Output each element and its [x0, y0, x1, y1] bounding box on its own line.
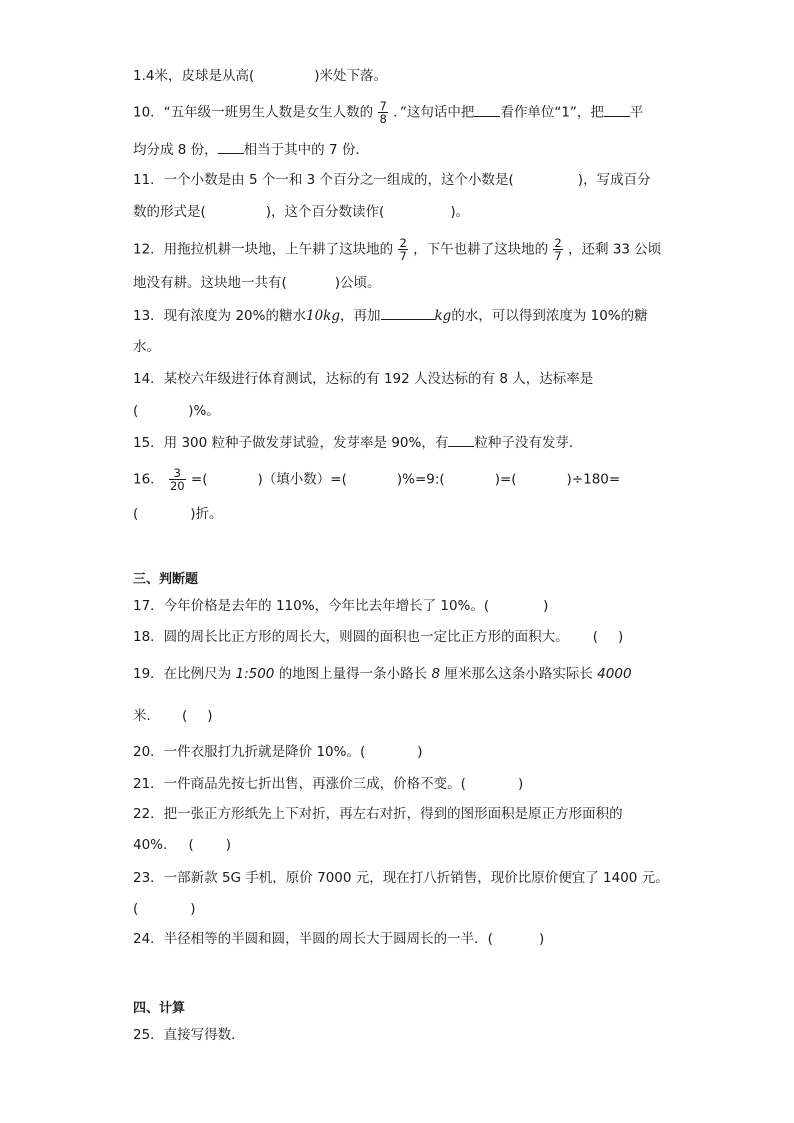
section-heading-judgement: 三、判断题: [133, 572, 199, 587]
fraction-2-7: $\frac{2}{7}$: [554, 236, 562, 263]
question-16: 16． $\frac{3}{20}$ =( )（填小数）=( )%=9:( )=( )÷180=: [133, 466, 621, 493]
question-19: 19．在比例尺为 1:500 的地图上量得一条小路长 8 厘米那么这条小路实际长 4000: [133, 666, 632, 682]
question-21: 21．一件商品先按七折出售，再涨价三成，价格不变。( ): [133, 776, 524, 792]
blank: [474, 103, 500, 117]
question-22: 22．把一张正方形纸先上下对折，再左右对折，得到的图形面积是原正方形面积的: [133, 806, 623, 822]
section-heading-calculation: 四、计算: [133, 1001, 186, 1016]
question-11: 11．一个小数是由 5 个一和 3 个百分之一组成的，这个小数是( )，写成百分: [133, 172, 651, 188]
question-23: 23．一部新款 5G 手机，原价 7000 元，现在打八折销售，现价比原价便宜了 1400 元。: [133, 870, 669, 886]
blank: [448, 433, 474, 447]
fraction-2-7: $\frac{2}{7}$: [399, 236, 407, 263]
question-13: 13．现有浓度为 20%的糖水10kg，再加 kg的水，可以得到浓度为 10%的糖: [133, 308, 648, 324]
blank: [604, 103, 630, 117]
question-22-line-2: 40%． ( ): [133, 837, 232, 853]
question-16-line-2: ( )折。: [133, 506, 223, 522]
question-17: 17．今年价格是去年的 110%，今年比去年增长了 10%。( ): [133, 598, 549, 614]
question-13-line-2: 水。: [133, 339, 160, 355]
question-14: 14．某校六年级进行体育测试，达标的有 192 人没达标的有 8 人，达标率是: [133, 371, 594, 387]
blank: [218, 140, 244, 154]
question-10-line-2: 均分成 8 份， 相当于其中的 7 份．: [133, 142, 369, 158]
blank: [381, 306, 435, 320]
question-19-line-2: 米． ( ): [133, 708, 213, 724]
question-25: 25．直接写得数．: [133, 1027, 245, 1043]
fraction-3-20: $\frac{3}{20}$: [169, 466, 185, 493]
question-18: 18．圆的周长比正方形的周长大，则圆的面积也一定比正方形的面积大。 ( ): [133, 629, 624, 645]
question-9-continued: 1.4米，皮球是从高( )米处下落。: [133, 68, 388, 84]
fraction-7-8: $\frac{7}{8}$: [379, 99, 387, 126]
question-11-line-2: 数的形式是( )，这个百分数读作( )。: [133, 204, 470, 220]
question-12-line-2: 地没有耕。这块地一共有( )公顷。: [133, 275, 381, 291]
question-12: 12．用拖拉机耕一块地，上午耕了这块地的 $\frac{2}{7}$ ，下午也耕了这块地的 $\frac{2}{7}$ ，还剩 33 公顷: [133, 236, 662, 263]
question-14-line-2: ( )%。: [133, 403, 220, 419]
question-24: 24．半径相等的半圆和圆，半圆的周长大于圆周长的一半．( ): [133, 931, 545, 947]
question-15: 15．用 300 粒种子做发芽试验，发芽率是 90%，有 粒种子没有发芽．: [133, 435, 583, 451]
question-20: 20．一件衣服打九折就是降价 10%。( ): [133, 744, 423, 760]
question-10: 10．“五年级一班男生人数是女生人数的 $\frac{7}{8}$ ．”这句话中把 看作单位“1”，把 平: [133, 99, 644, 126]
question-23-line-2: ( ): [133, 901, 196, 917]
